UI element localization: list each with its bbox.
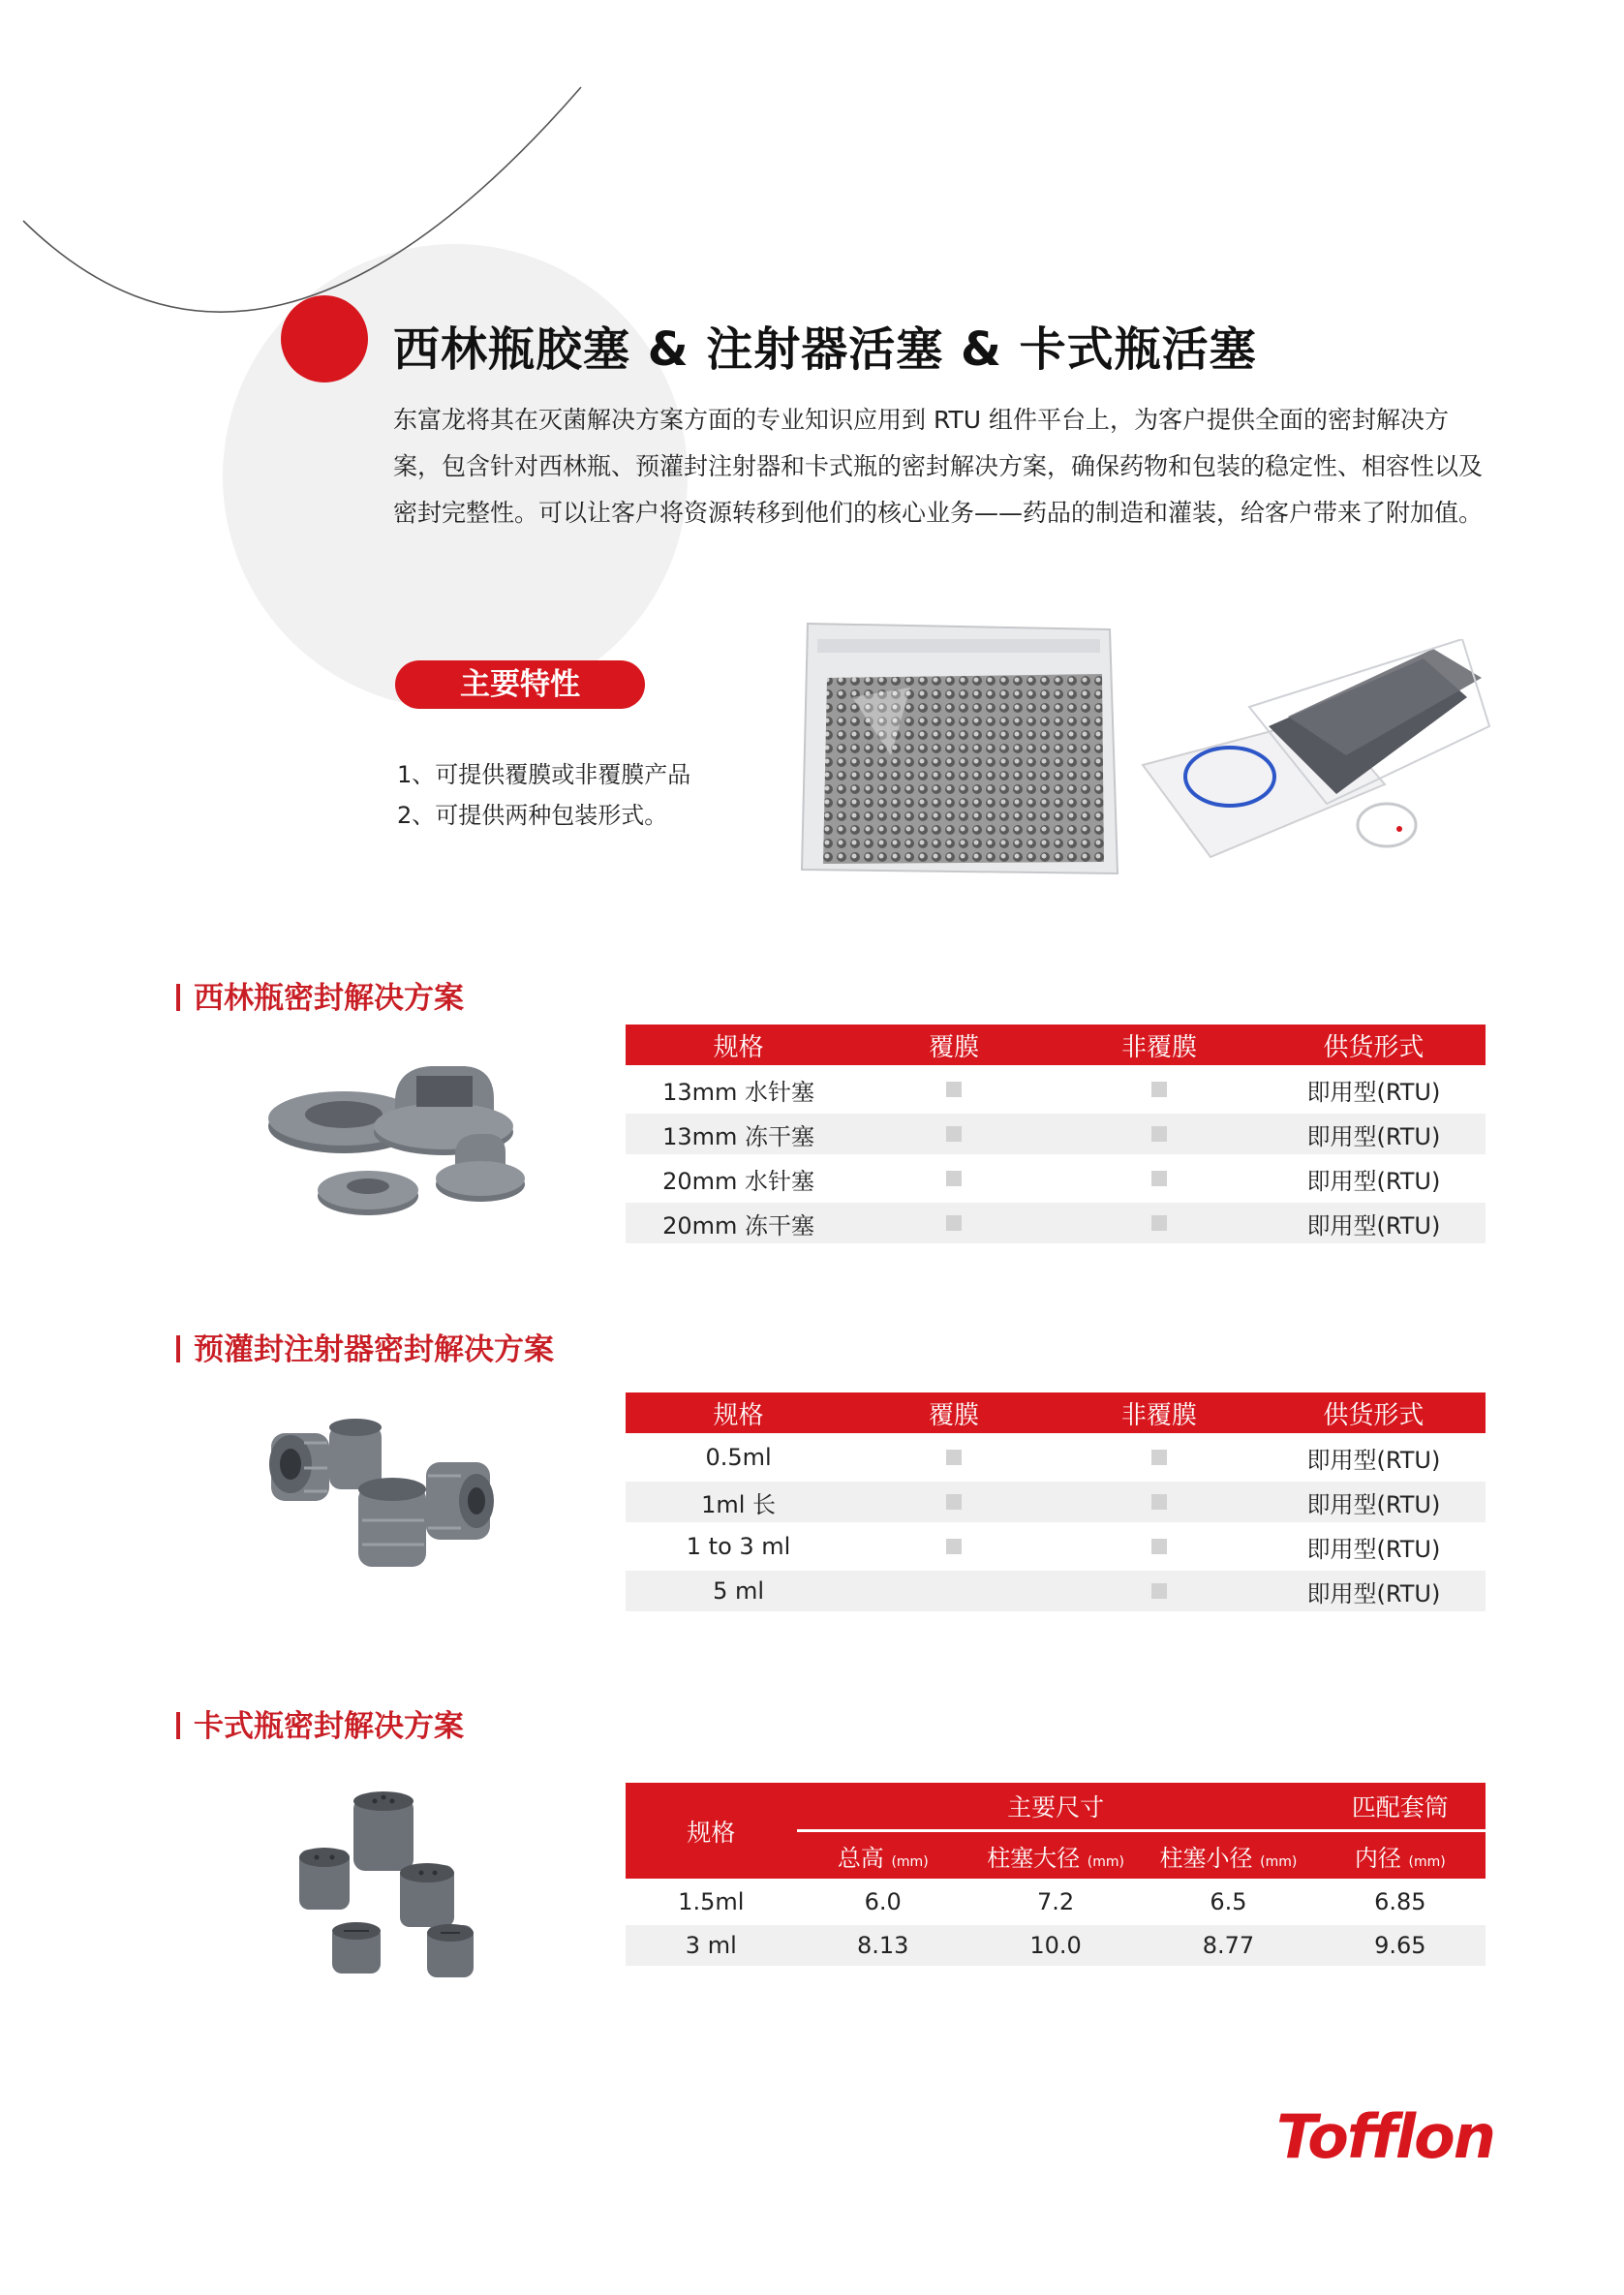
feature-item: 1、可提供覆膜或非覆膜产品 — [397, 761, 691, 788]
header-uncoated: 非覆膜 — [1057, 1025, 1262, 1065]
checkbox-icon — [946, 1082, 962, 1097]
uncoated-cell — [1057, 1526, 1262, 1567]
value-cell: 6.0 — [864, 1888, 902, 1915]
header-matching-sleeve: 匹配套筒 — [1315, 1783, 1486, 1829]
checkbox-icon — [946, 1494, 962, 1510]
tofflon-logo: Tofflon — [1276, 2101, 1494, 2172]
coated-cell — [851, 1069, 1057, 1110]
header-coated: 覆膜 — [851, 1392, 1057, 1433]
checkbox-icon — [1151, 1583, 1167, 1599]
rtu-package-photo — [1133, 639, 1491, 862]
syringe-plungers-photo — [261, 1414, 523, 1588]
table-row — [626, 1069, 1486, 1110]
checkbox-icon — [946, 1215, 962, 1231]
red-dot-decoration — [281, 295, 368, 382]
vial-stoppers-photo — [252, 1060, 542, 1235]
intro-paragraph: 东富龙将其在灭菌解决方案方面的专业知识应用到 RTU 组件平台上，为客户提供全面的密封解决方案，包含针对西林瓶、预灌封注射器和卡式瓶的密封解决方案，确保药物和包装的稳定性、相容性以及密封完整性。可以让客户将资源转移到他们的核心业务——药品的制造和灌装，给客户带来了附加值。 — [393, 406, 1484, 527]
feature-item: 2、可提供两种包装形式。 — [397, 802, 668, 829]
uncoated-cell — [1057, 1158, 1262, 1199]
spec-cell: 13mm 水针塞 — [662, 1078, 815, 1106]
checkbox-icon — [1151, 1082, 1167, 1097]
coated-cell — [851, 1482, 1057, 1522]
header-inner-diameter: 内径 (mm) — [1315, 1832, 1486, 1879]
uncoated-cell — [1057, 1114, 1262, 1154]
spec-cell: 20mm 冻干塞 — [626, 1203, 851, 1243]
checkbox-icon — [1151, 1494, 1167, 1510]
checkbox-icon — [1151, 1215, 1167, 1231]
coated-cell — [851, 1437, 1057, 1478]
header-spec: 规格 — [626, 1783, 797, 1879]
checkbox-icon — [1151, 1126, 1167, 1142]
supply-cell: 即用型(RTU) — [1262, 1482, 1486, 1522]
value-cell: 8.13 — [797, 1925, 969, 1966]
table-row — [626, 1882, 1486, 1922]
checkbox-icon — [1151, 1171, 1167, 1186]
coated-cell — [851, 1158, 1057, 1199]
spec-cell: 3 ml — [626, 1925, 797, 1966]
header-uncoated: 非覆膜 — [1057, 1392, 1262, 1433]
value-cell: 6.5 — [1210, 1888, 1247, 1915]
header-spec: 规格 — [626, 1392, 851, 1433]
cartridge-section-title: 卡式瓶密封解决方案 — [176, 1701, 464, 1745]
header-plunger-minor-diameter: 柱塞小径 (mm) — [1142, 1832, 1314, 1879]
cartridge-spec-table — [626, 1780, 1486, 1969]
uncoated-cell — [1057, 1437, 1262, 1478]
table-row — [626, 1437, 1486, 1478]
table-row — [626, 1526, 1486, 1567]
spec-cell: 5 ml — [626, 1571, 851, 1611]
supply-cell: 即用型(RTU) — [1262, 1203, 1486, 1243]
stopper-bag-photo — [794, 620, 1123, 881]
vial-spec-table — [626, 1021, 1486, 1247]
supply-cell: 即用型(RTU) — [1306, 1535, 1441, 1563]
supply-cell: 即用型(RTU) — [1262, 1114, 1486, 1154]
supply-cell: 即用型(RTU) — [1262, 1571, 1486, 1611]
header-coated: 覆膜 — [851, 1025, 1057, 1065]
supply-cell: 即用型(RTU) — [1306, 1446, 1441, 1474]
checkbox-icon — [946, 1450, 962, 1465]
cartridge-plungers-photo — [286, 1790, 508, 1983]
header-total-height: 总高 (mm) — [797, 1832, 969, 1879]
supply-cell: 即用型(RTU) — [1306, 1078, 1441, 1106]
header-supply: 供货形式 — [1262, 1392, 1486, 1433]
value-cell: 10.0 — [969, 1925, 1142, 1966]
vial-section-title: 西林瓶密封解决方案 — [176, 973, 464, 1017]
table-row — [626, 1482, 1486, 1522]
spec-cell: 0.5ml — [705, 1444, 772, 1471]
features-heading: 主要特性 — [395, 660, 645, 709]
uncoated-cell — [1057, 1203, 1262, 1243]
value-cell: 8.77 — [1142, 1925, 1314, 1966]
supply-cell: 即用型(RTU) — [1306, 1167, 1441, 1195]
value-cell: 9.65 — [1315, 1925, 1486, 1966]
coated-cell — [851, 1203, 1057, 1243]
header-supply: 供货形式 — [1262, 1025, 1486, 1065]
syringe-section-title: 预灌封注射器密封解决方案 — [176, 1325, 554, 1368]
value-cell: 7.2 — [1036, 1888, 1075, 1915]
checkbox-icon — [946, 1171, 962, 1186]
coated-cell — [851, 1114, 1057, 1154]
spec-cell: 1ml 长 — [626, 1482, 851, 1522]
header-spec: 规格 — [626, 1025, 851, 1065]
page-title: 西林瓶胶塞 & 注射器活塞 & 卡式瓶活塞 — [393, 322, 1257, 377]
uncoated-cell — [1057, 1571, 1262, 1611]
spec-cell: 20mm 水针塞 — [662, 1167, 815, 1195]
table-row — [626, 1158, 1486, 1199]
coated-cell — [851, 1526, 1057, 1567]
coated-cell — [851, 1571, 1057, 1611]
spec-cell: 1 to 3 ml — [686, 1533, 791, 1560]
table-row — [626, 1571, 1486, 1611]
header-main-dimensions: 主要尺寸 — [797, 1783, 1315, 1829]
spec-cell: 1.5ml — [678, 1888, 745, 1915]
checkbox-icon — [1151, 1450, 1167, 1465]
uncoated-cell — [1057, 1069, 1262, 1110]
spec-cell: 13mm 冻干塞 — [626, 1114, 851, 1154]
checkbox-icon — [946, 1126, 962, 1142]
uncoated-cell — [1057, 1482, 1262, 1522]
header-plunger-major-diameter: 柱塞大径 (mm) — [969, 1832, 1142, 1879]
syringe-spec-table — [626, 1389, 1486, 1615]
value-cell: 6.85 — [1374, 1888, 1426, 1915]
checkbox-icon — [946, 1539, 962, 1554]
table-row — [626, 1925, 1486, 1966]
table-row — [626, 1203, 1486, 1243]
checkbox-icon — [1151, 1539, 1167, 1554]
table-row — [626, 1114, 1486, 1154]
